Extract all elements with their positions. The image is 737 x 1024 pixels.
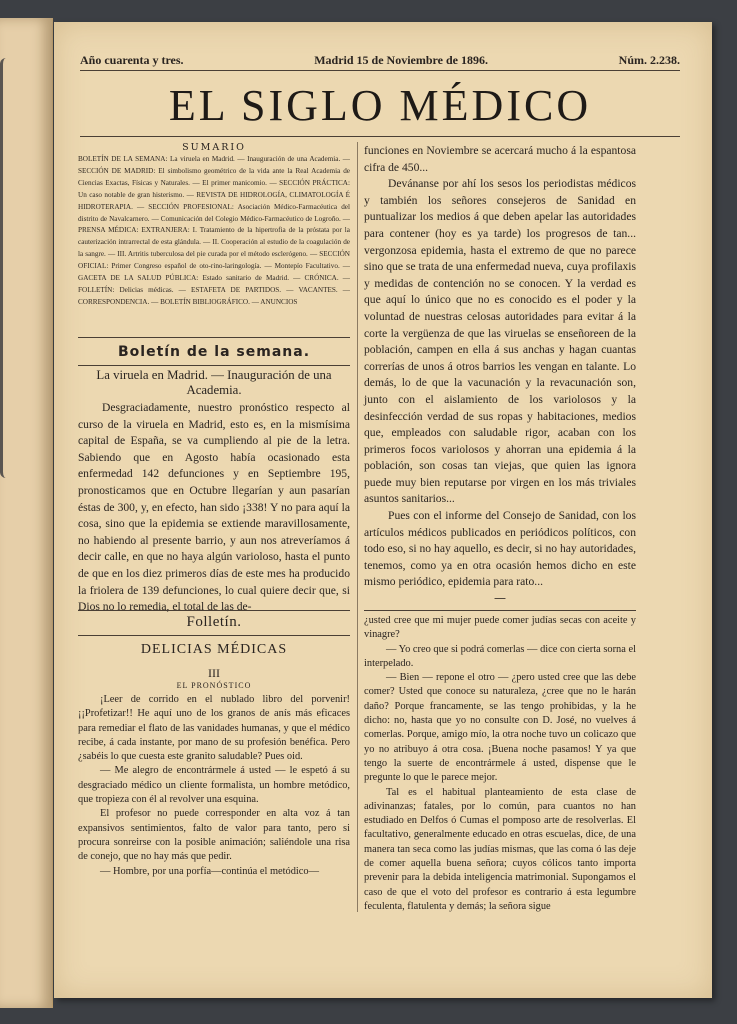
- folletin-paragraph: — Yo creo que si podrá comerlas — dice con cierta sorna el interpelado.: [364, 643, 636, 669]
- folletin-paragraph: — Me alegro de encontrármele á usted — le espetó á su desgraciado médico un cliente formalista, un hombre metódico, que tropieza con él al revolver una esquina.: [78, 765, 350, 806]
- folletin-right: [364, 614, 636, 914]
- boletin-body: [78, 368, 350, 616]
- boletin-subtitle: La viruela en Madrid. — Inauguración de una Academia.: [96, 368, 332, 397]
- issue-header: [80, 53, 680, 68]
- folletin-header: [78, 614, 350, 631]
- boletin-title: Boletín de la semana.: [117, 344, 311, 360]
- facing-page-edge: [0, 18, 53, 1008]
- folletin-paragraph: El profesor no puede corresponder en alta voz á tan expansivos sentimientos, falto de valor para tanto, pero si procura sonreirse con la posible animación; saliéndole una risa de conejo, que no hay más que pedir.: [78, 808, 350, 863]
- masthead-title: EL SIGLO MÉDICO: [168, 81, 592, 130]
- folletin-paragraph: Tal es el habitual planteamiento de esta clase de adivinanzas; fatales, por lo común, para cuantos no han estudiado en Delfos ó Cumas el pomposo arte de resolverlas. El facultativo, generalmente educado en otras escuelas, dice, de una manera tan seca como las judías mismas, que las coma ó las deje de comer aquella buena señora; cuyos cólicos tanto importa prevenir para la debida inteligencia matrimonial. Supongamos el caso de que el voto del profesor es contrario á esta legumbre feculenta, flatulenta y demás; la señora sigue: [364, 786, 636, 912]
- sumario-rule: [78, 337, 350, 338]
- folletin-paragraph: ¿usted cree que mi mujer puede comer judías secas con aceite y vinagre?: [364, 615, 636, 641]
- issue-date: Madrid 15 de Noviembre de 1896.: [314, 53, 488, 67]
- section-end-dash: —: [494, 591, 506, 606]
- boletin-paragraph: Desgraciadamente, nuestro pronóstico respecto al curso de la viruela en Madrid, esto es, en la mismísima capital de España, se va cumpliendo al pie de la letra. Sabiendo que en Agosto había ocasionado esta enfermedad 142 defunciones y en Septiembre 195, pronosticamos que en Octubre llegarían y aun pasarían éstas de 300, y, en efecto, han sido ¡338! Y no para aquí la cosa, sino que la epidemia se extiende maravillosamente, no habiendo al presente barrio, y aun nos atreveríamos á decir calle, en que no haya algún varioloso, hasta el punto de que en los diez primeros días de este mes ha producido la friolera de 139 defunciones, lo cual quiere decir que, si Dios no lo remedia, el total de las de-: [78, 401, 350, 614]
- folletin-paragraph: ¡Leer de corrido en el nublado libro del porvenir! ¡¡Profetizar!! He aquí uno de los granos de anís más eficaces para remediar el flato de las vanidades humanas, y que el médico recibe, á cada instante, por mano de su profesión benéfica. Pero ¿sabéis lo que cuesta este granito saludable? Pues oid.: [78, 694, 350, 763]
- issue-year: Año cuarenta y tres.: [80, 53, 184, 67]
- sumario-text: BOLETÍN DE LA SEMANA: La viruela en Madrid. — Inauguración de una Academia. — SECCIÓN DE MADRID: El simbolismo geométrico de la vida ante la Real Academia de Ciencias Exactas, Físicas y Naturales. — El primer manicomio. — SECCIÓN PRÁCTICA: Un caso notable de gran histerismo. — REVISTA DE HIDROLOGÍA, CLIMATOLOGÍA É HIDROTERAPIA. — SECCIÓN PROFESIONAL: Asociación Médico-Farmacéutica del distrito de Navalcarnero. — Comunicación del Colegio Médico-Farmacéutico de Logroño. — PRENSA MÉDICA: EXTRANJERA: I. Tratamiento de la hipertrofia de la próstata por la cauterización intrarrectal de esta glándula. — II. Cooperación al estudio de la coagulación de la sangre. — III. Artritis tuberculosa del pie curada por el método esclerógeno. — SECCIÓN OFICIAL: Primer Congreso español de oto-rino-laringología. — Montepío Facultativo. — GACETA DE LA SALUD PÚBLICA: Estado sanitario de Madrid. — CRÓNICA. — FOLLETÍN: Delicias médicas. — ESTAFETA DE PARTIDOS. — VACANTES. — CORRESPONDENCIA. — BOLETÍN BIBLIOGRÁFICO. — ANUNCIOS: [78, 155, 350, 306]
- masthead-rule: [80, 136, 680, 137]
- chapter-number: III: [208, 666, 220, 680]
- boletin-paragraph: Devánanse por ahí los sesos los periodistas médicos y también los señores consejeros de Sanidad en puntualizar los medios á que deben apelar las autoridades para contener (hoy es ya tarde) los progresos de tan... vergonzosa epidemia, hasta el extremo de que no parece sino que se trata de una enfermedad nueva, cuya profilaxis y medidas de contención no se conocen. Y la verdad es que aquí lo único que no es conocido es el poder y la voluntad de nuestras celosas autoridades para evitar á la corte la vergüenza de que las viruelas se enseñoreen de la población, campen en ella á sus anchas y hagan cuantas correrías de unos á otros barrios les vengan en talante. Lo demás, lo de que la vacunación y la revacunación son, junto con el aislamiento de los variolosos y la desinfección verdad de sus ropas y habitaciones, medios que, empleados con saludable rigor, acaban con los primeros focos variolosos y ahorran una epidemia á la población, son cosas tan viejas, que quien las ignora puede muy bien reputarse por virgen en los más triviales asuntos sanitarios...: [364, 177, 636, 506]
- binding-shadow: [0, 58, 15, 478]
- folletin-rule-right: [364, 610, 636, 611]
- folletin-rule: [78, 635, 350, 636]
- boletin-rule: [78, 365, 350, 366]
- column-divider: [357, 142, 358, 912]
- newspaper-page: [54, 22, 712, 998]
- folletin-title: Folletín.: [186, 614, 242, 630]
- sumario-title: SUMARIO: [182, 142, 246, 153]
- folletin-heading: DELICIAS MÉDICAS: [140, 642, 288, 657]
- boletin-continued: funciones en Noviembre se acercará mucho á la espantosa cifra de 450...: [364, 144, 636, 174]
- folletin-paragraph: — Hombre, por una porfía—continúa el metódico—: [100, 865, 320, 877]
- folletin-paragraph: — Bien — repone el otro — ¿pero usted cree que las debe comer? Usted que conoce su naturaleza, ¿cree que no le harán daño? Porque francamente, se las tengo prohibidas, y la he dicho: no, hasta que yo no consulte con D. José, no vuelves á comerlas. Porque, amigo mío, la otra noche tuvo un colicazo que yo no atribuyo á otra cosa. ¡Buena noche pasamos! Y ya que tengo la suerte de encontrármele á usted, dispense que le pregunte lo que le parece mejor.: [364, 672, 636, 784]
- folletin-rule-top: [78, 610, 350, 611]
- folletin-left: [78, 642, 350, 879]
- right-column: [364, 143, 636, 605]
- boletin-section: [78, 344, 350, 360]
- left-column: [78, 142, 350, 309]
- issue-number: Núm. 2.238.: [618, 53, 680, 67]
- boletin-paragraph: Pues con el informe del Consejo de Sanidad, con los artículos médicos publicados en periódicos políticos, con todo eso, si no hay aquello, es decir, si no hay autoridades, tenemos, como ya en otra ocasión hemos dicho en este mismo periódico, epidemia para rato...: [364, 509, 636, 589]
- header-rule: [80, 70, 680, 71]
- chapter-subheading: EL PRONÓSTICO: [176, 681, 252, 690]
